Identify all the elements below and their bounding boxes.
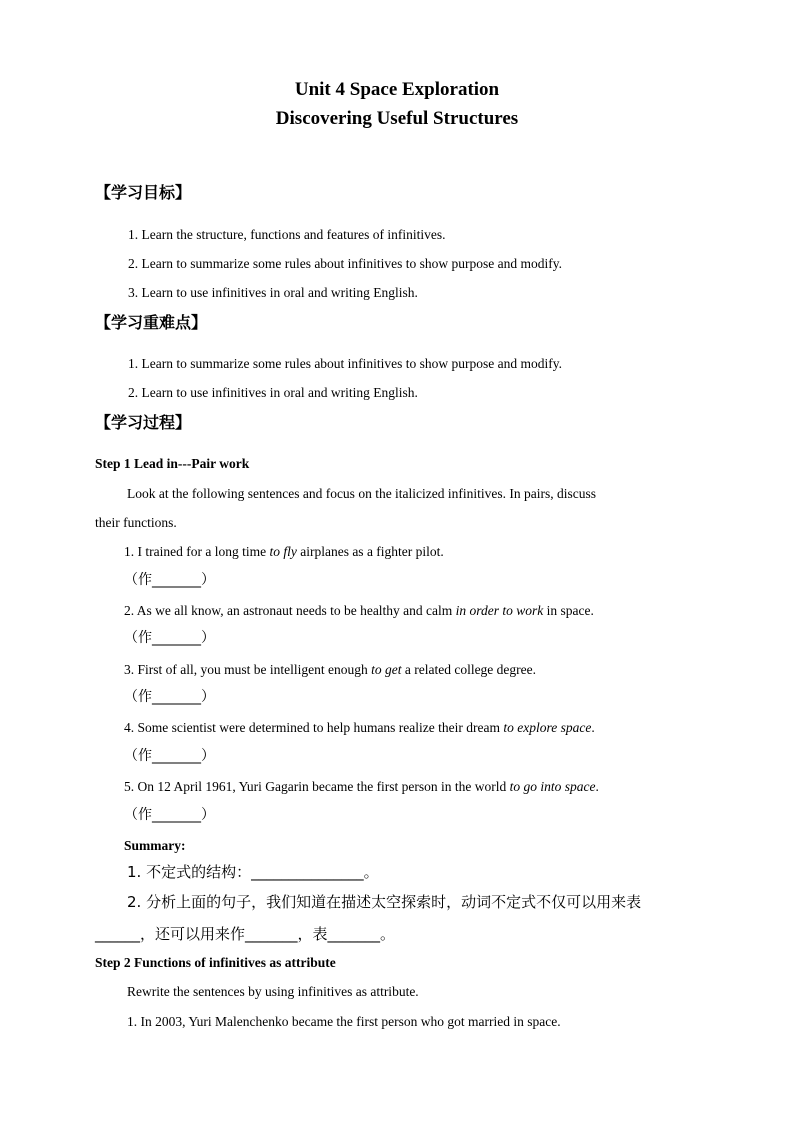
answer-blank[interactable]: （作_______）	[124, 572, 215, 588]
objective-item: 1. Learn the structure, functions and features of infinitives.	[128, 227, 446, 242]
document-subtitle: Discovering Useful Structures	[275, 108, 519, 129]
summary-item: 1. 不定式的结构：_______________。	[127, 863, 379, 881]
answer-blank[interactable]: （作_______）	[124, 689, 215, 705]
process-heading: 【学习过程】	[95, 413, 192, 432]
key-points-heading: 【学习重难点】	[95, 313, 208, 332]
step2-intro: Rewrite the sentences by using infinitives as attribute.	[127, 984, 419, 999]
answer-blank[interactable]: （作_______）	[124, 748, 215, 764]
summary-item-cont: ______，还可以用来作_______，表_______。	[95, 925, 396, 943]
summary-label: Summary:	[124, 838, 186, 853]
step1-intro: Look at the following sentences and focus on the italicized infinitives. In pairs, discuss	[127, 486, 597, 501]
objective-item: 2. Learn to summarize some rules about infinitives to show purpose and modify.	[128, 256, 563, 271]
key-point-item: 1. Learn to summarize some rules about infinitives to show purpose and modify.	[128, 356, 563, 371]
step2-title: Step 2 Functions of infinitives as attribute	[95, 955, 336, 970]
step2-item: 1. In 2003, Yuri Malenchenko became the first person who got married in space.	[127, 1014, 561, 1029]
answer-blank[interactable]: （作_______）	[124, 630, 215, 646]
exercise-sentence: 5. On 12 April 1961, Yuri Gagarin became the first person in the world to go into space.	[124, 779, 599, 794]
exercise-sentence: 4. Some scientist were determined to help humans realize their dream to explore space.	[124, 720, 595, 735]
exercise-sentence: 2. As we all know, an astronaut needs to be healthy and calm in order to work in space.	[124, 603, 594, 618]
exercise-sentence: 3. First of all, you must be intelligent enough to get a related college degree.	[124, 662, 537, 677]
step1-title: Step 1 Lead in---Pair work	[95, 456, 250, 471]
summary-item: 2. 分析上面的句子，我们知道在描述太空探索时，动词不定式不仅可以用来表	[127, 893, 642, 911]
objectives-heading: 【学习目标】	[95, 183, 192, 202]
document-title: Unit 4 Space Exploration	[294, 79, 500, 100]
objective-item: 3. Learn to use infinitives in oral and writing English.	[128, 285, 418, 300]
step1-intro-cont: their functions.	[95, 515, 177, 530]
key-point-item: 2. Learn to use infinitives in oral and writing English.	[128, 385, 418, 400]
exercise-sentence: 1. I trained for a long time to fly airplanes as a fighter pilot.	[124, 544, 444, 559]
answer-blank[interactable]: （作_______）	[124, 807, 215, 823]
